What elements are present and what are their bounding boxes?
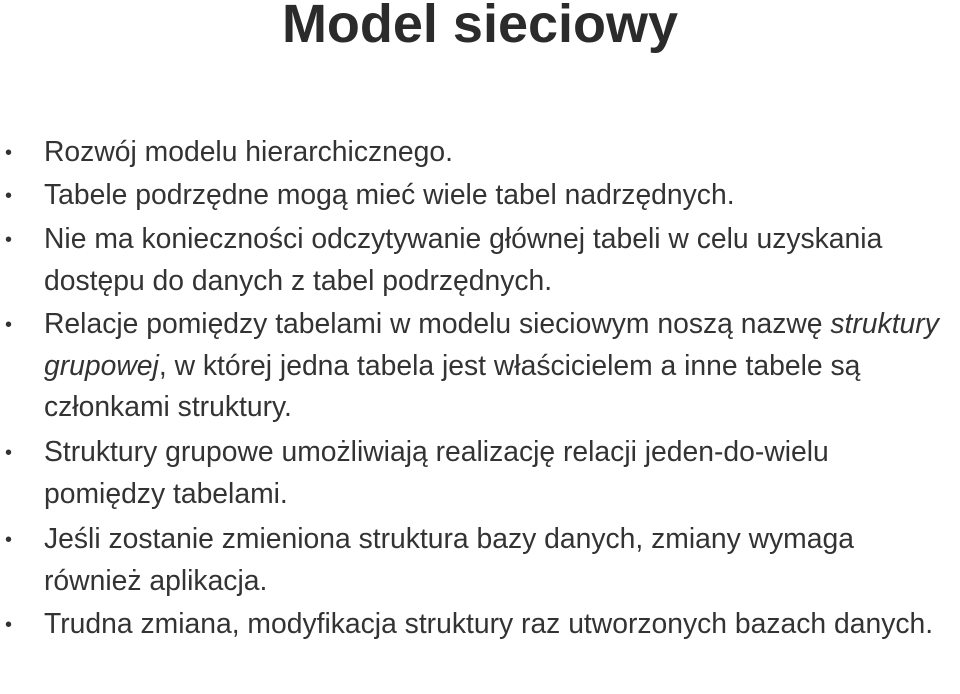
- bullet-marker: •: [5, 614, 13, 636]
- italic-term: struktury grupowej: [44, 307, 939, 381]
- bullet-marker: •: [5, 142, 13, 164]
- bullet-text: Jeśli zostanie zmieniona struktura bazy danych, zmiany wymaga również aplikacja.: [44, 522, 854, 596]
- bullet-text: Trudna zmiana, modyfikacja struktury raz utworzonych bazach danych.: [44, 607, 934, 639]
- bullet-marker: •: [5, 314, 13, 336]
- bullet-text: [44, 303, 956, 428]
- bullet-text: Rozwój modelu hierarchicznego.: [44, 135, 453, 167]
- slide-title: Model sieciowy: [281, 0, 679, 54]
- bullet-text-part: , w której jedna tabela jest właścicielem a inne tabele są członkami struktury.: [44, 348, 861, 422]
- bullet-marker: •: [5, 529, 13, 551]
- bullet-text: Tabele podrzędne mogą mieć wiele tabel nadrzędnych.: [44, 178, 735, 210]
- bullet-text-part: Relacje pomiędzy tabelami w modelu sieciowym noszą nazwę: [44, 307, 831, 339]
- bullet-marker: •: [5, 229, 13, 251]
- bullet-marker: •: [5, 185, 13, 207]
- bullet-text: Struktury grupowe umożliwiają realizację relacji jeden-do-wielu pomiędzy tabelami.: [44, 435, 829, 509]
- bullet-text: Nie ma konieczności odczytywanie głównej tabeli w celu uzyskania dostępu do danych z tabel podrzędnych.: [44, 222, 883, 296]
- bullet-marker: •: [5, 442, 13, 464]
